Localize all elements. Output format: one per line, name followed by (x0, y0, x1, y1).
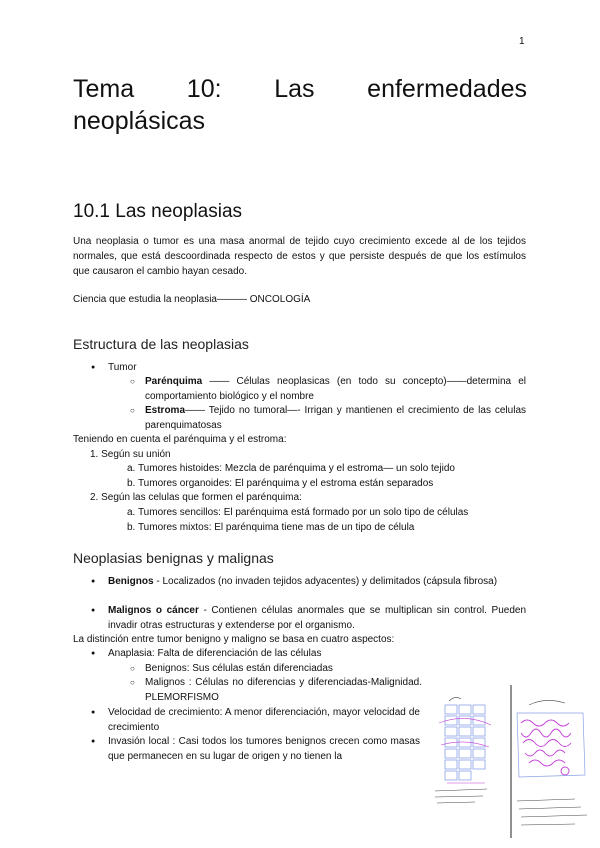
teniendo-line: Teniendo en cuenta el parénquima y el estroma: (73, 434, 287, 445)
section-heading: 10.1 Las neoplasias (73, 201, 243, 222)
sketch-annotations-left (435, 697, 487, 803)
bullet-estroma (145, 403, 526, 433)
intro-paragraph: Una neoplasia o tumor es una masa anormal de tejido cuyo crecimiento excede al de los tejidos normales, que está descoordinada respecto de estos y que persiste después de que los estímulos que causaron el cambio hayan cesado. (73, 236, 526, 277)
bullet-anaplasia-malignos: ○ Malignos : Células no diferencias y diferenciadas-Malignidad. PLEMORFISMO (145, 675, 422, 705)
bullet-tumor: ● Tumor (108, 360, 137, 375)
bullet-parenquima (145, 374, 526, 404)
list-item-2b: b. Tumores mixtos: El parénquima tiene mas de un tipo de célula (127, 522, 415, 533)
bullet-benignos (108, 574, 526, 589)
malignos-label: Malignos o cáncer (108, 605, 199, 616)
benignos-label: Benignos (108, 576, 154, 587)
parenquima-label: Parénquima (145, 376, 203, 387)
bullet-velocidad: ● Velocidad de crecimiento: A menor diferenciación, mayor velocidad de crecimiento (108, 705, 420, 735)
malignos-text: - Contienen células anormales que se multiplican sin control. Pueden invadir otras estructuras y extenderse por el organismo. (108, 605, 527, 631)
list-item-1b: b. Tumores organoides: El parénquima y el estroma están separados (127, 478, 434, 489)
list-item-2a: a. Tumores sencillos: El parénquima está formado por un solo tipo de células (127, 507, 469, 518)
malignant-sketch-outline (517, 700, 585, 777)
bullet-anaplasia-benignos: ○ Benignos: Sus células están diferenciadas (145, 661, 333, 676)
distincion-line: La distinción entre tumor benigno y maligno se basa en cuatro aspectos: (73, 634, 395, 645)
list-item-1a: a. Tumores histoides: Mezcla de parénquima y el estroma— un solo tejido (127, 463, 455, 474)
parenquima-text: —— Células neoplasicas (en todo su concepto)——determina el comportamiento biológico y el nombre (145, 376, 526, 402)
page-title: Tema 10: Las enfermedades neoplásicas (73, 75, 527, 135)
estroma-label: Estroma (145, 405, 186, 416)
malignant-tissue-sketch (521, 720, 571, 775)
list-item-2: 2. Según las celulas que formen el parénquima: (90, 492, 302, 503)
benign-sketch-lines (439, 718, 491, 783)
estructura-heading: Estructura de las neoplasias (73, 336, 249, 352)
tissue-sketch-figure (425, 683, 595, 843)
benignas-heading: Neoplasias benignas y malignas (73, 550, 274, 566)
bullet-malignos (108, 603, 526, 633)
bullet-anaplasia: ● Anaplasia: Falta de diferenciación de las células (108, 646, 321, 661)
page-number: 1 (519, 36, 525, 47)
benignos-text: - Localizados (no invaden tejidos adyacentes) y delimitados (cápsula fibrosa) (153, 576, 498, 587)
ciencia-line: Ciencia que estudia la neoplasia——— ONCOLOGÍA (73, 294, 311, 305)
sketch-annotations-right (517, 799, 587, 825)
list-item-1: 1. Según su unión (90, 449, 171, 460)
estroma-text: —— Tejido no tumoral—- Irrigan y mantienen el crecimiento de las celulas parenquimatosas (145, 405, 526, 431)
bullet-invasion: ● Invasión local : Casi todos los tumores benignos crecen como masas que permanecen en su lugar de origen y no tienen la (108, 734, 420, 764)
